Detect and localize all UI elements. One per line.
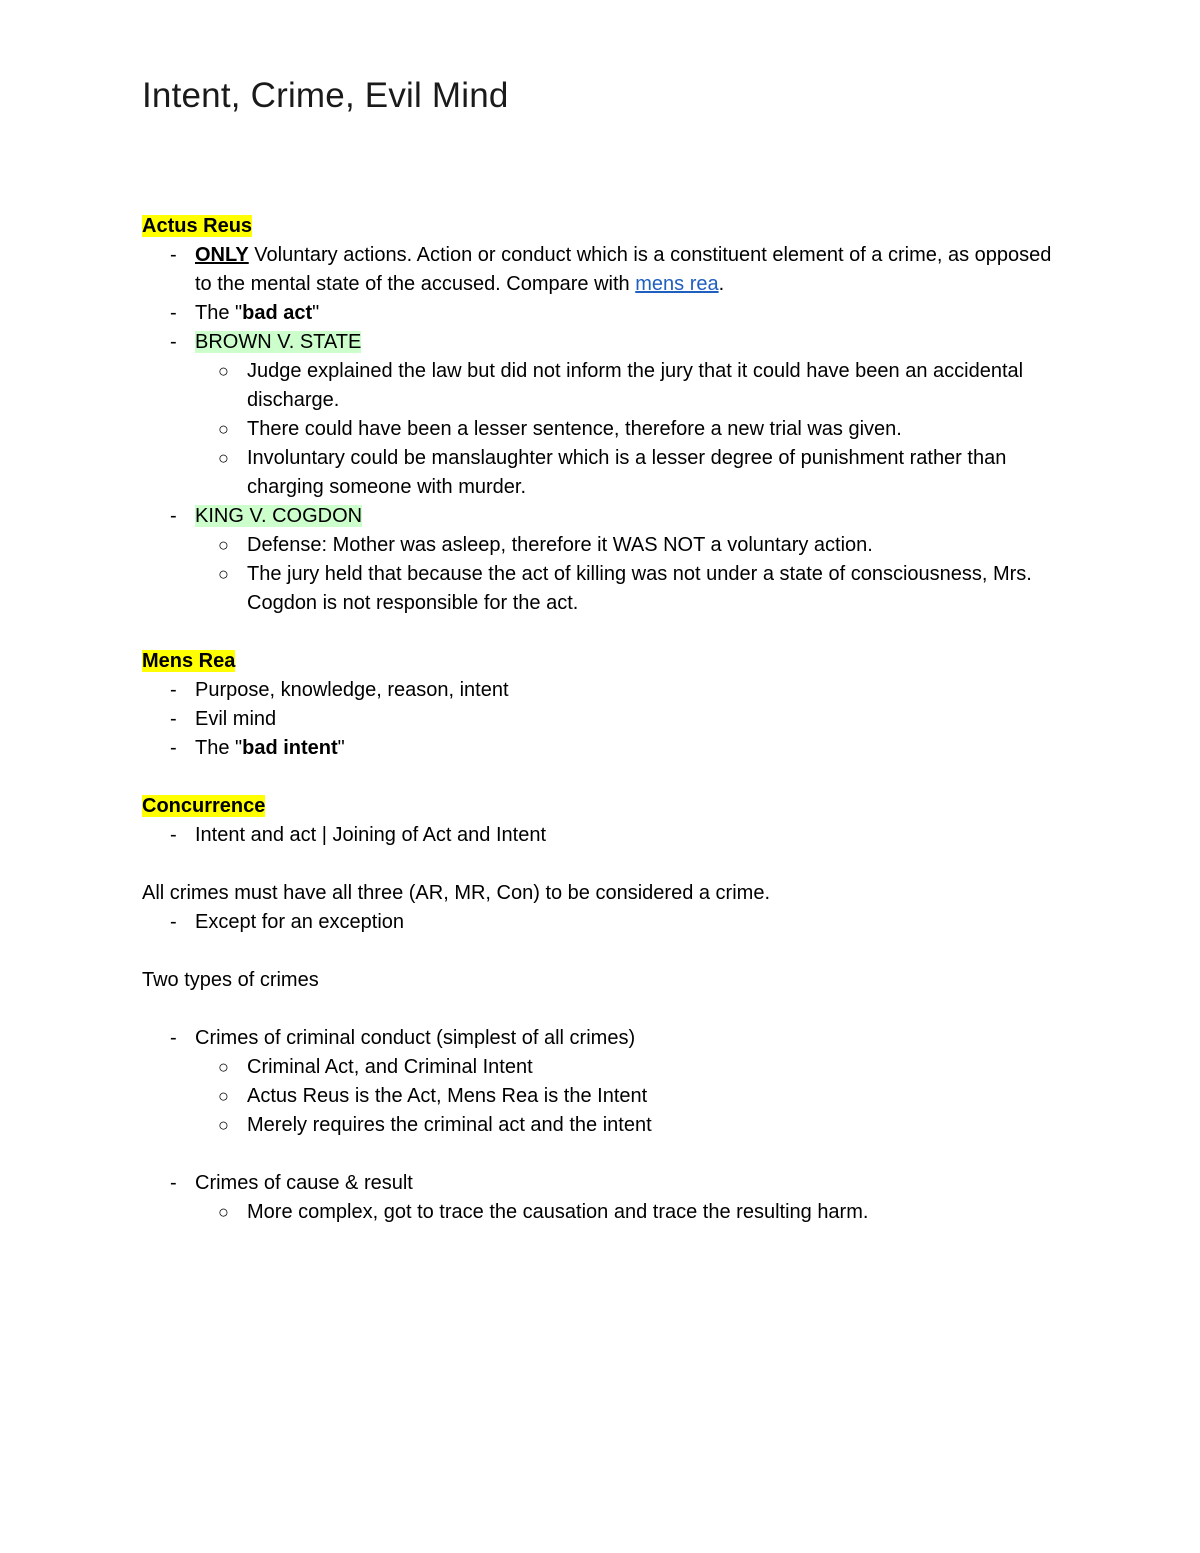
- circle-bullet-icon: ○: [218, 419, 229, 439]
- spacer: [142, 937, 1062, 966]
- case-name-item: [142, 502, 1062, 531]
- dash-marker: -: [170, 1172, 177, 1194]
- sub-list-item: ○ Merely requires the criminal act and the intent: [142, 1111, 1062, 1140]
- sub-list-item: ○ Judge explained the law but did not inform the jury that it could have been an accidental discharge.: [142, 357, 1062, 415]
- spacer: [142, 1140, 1062, 1169]
- mens-rea-link[interactable]: mens rea: [635, 273, 719, 295]
- circle-bullet-icon: ○: [218, 1115, 229, 1135]
- case-name-king-v-cogdon: KING V. COGDON: [195, 505, 363, 527]
- sub-list-item: ○ There could have been a lesser sentence, therefore a new trial was given.: [142, 415, 1062, 444]
- circle-bullet-icon: ○: [218, 448, 229, 468]
- dash-marker: -: [170, 331, 177, 353]
- dash-marker: -: [170, 824, 177, 846]
- section-heading-mens-rea: Mens Rea: [142, 650, 236, 672]
- sub-list-item: ○ Involuntary could be manslaughter which is a lesser degree of punishment rather than charging someone with murder.: [142, 444, 1062, 502]
- emphasis-text: bad act: [242, 302, 313, 324]
- circle-bullet-icon: ○: [218, 361, 229, 381]
- list-item: - Crimes of cause & result: [142, 1169, 1062, 1198]
- spacer: [142, 850, 1062, 879]
- paragraph-all-crimes: All crimes must have all three (AR, MR, Con) to be considered a crime.: [142, 882, 770, 904]
- list-item: - Evil mind: [142, 705, 1062, 734]
- dash-marker: -: [170, 911, 177, 933]
- list-item: - ONLY Voluntary actions. Action or conduct which is a constituent element of a crime, as opposed to the mental state of the accused. Compare with mens rea.: [142, 241, 1062, 299]
- list-item: - The "bad act": [142, 299, 1062, 328]
- circle-bullet-icon: ○: [218, 535, 229, 555]
- document-title: Intent, Crime, Evil Mind: [142, 76, 509, 115]
- list-item: - Purpose, knowledge, reason, intent: [142, 676, 1062, 705]
- sub-list-item: ○ Actus Reus is the Act, Mens Rea is the Intent: [142, 1082, 1062, 1111]
- sub-list-item: ○ Defense: Mother was asleep, therefore it WAS NOT a voluntary action.: [142, 531, 1062, 560]
- spacer: [142, 995, 1062, 1024]
- sub-list-item: ○ The jury held that because the act of killing was not under a state of consciousness, Mrs. Cogdon is not responsible for the act.: [142, 560, 1062, 618]
- list-item: - The "bad intent": [142, 734, 1062, 763]
- emphasis-text: bad intent: [242, 737, 338, 759]
- dash-marker: -: [170, 505, 177, 527]
- spacer: [142, 618, 1062, 647]
- dash-marker: -: [170, 737, 177, 759]
- dash-marker: -: [170, 1027, 177, 1049]
- dash-marker: -: [170, 708, 177, 730]
- dash-marker: -: [170, 679, 177, 701]
- circle-bullet-icon: ○: [218, 1086, 229, 1106]
- list-item: - Except for an exception: [142, 908, 1062, 937]
- list-item: - Crimes of criminal conduct (simplest of all crimes): [142, 1024, 1062, 1053]
- dash-marker: -: [170, 302, 177, 324]
- circle-bullet-icon: ○: [218, 1202, 229, 1222]
- case-name-brown-v-state: BROWN V. STATE: [195, 331, 362, 353]
- paragraph-two-types: Two types of crimes: [142, 969, 319, 991]
- case-name-item: [142, 328, 1062, 357]
- list-item-text: Voluntary actions. Action or conduct which is a constituent element of a crime, as opposed to the mental state of the accused. Compare with: [195, 244, 1052, 295]
- list-item: - Intent and act | Joining of Act and Intent: [142, 821, 1062, 850]
- section-heading-concurrence: Concurrence: [142, 795, 266, 817]
- sub-list-item: ○ Criminal Act, and Criminal Intent: [142, 1053, 1062, 1082]
- spacer: [142, 763, 1062, 792]
- section-heading-actus-reus: Actus Reus: [142, 215, 253, 237]
- circle-bullet-icon: ○: [218, 1057, 229, 1077]
- emphasis-text: ONLY: [195, 244, 249, 266]
- circle-bullet-icon: ○: [218, 564, 229, 584]
- document-body: [142, 212, 1062, 1227]
- sub-list-item: ○ More complex, got to trace the causation and trace the resulting harm.: [142, 1198, 1062, 1227]
- dash-marker: -: [170, 244, 177, 266]
